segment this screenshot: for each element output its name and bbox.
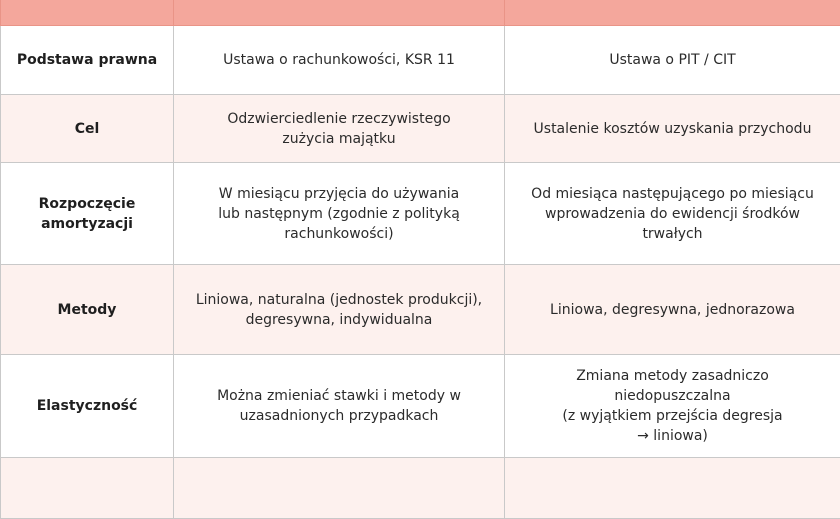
balance-cell (174, 458, 505, 519)
tax-cell: Od miesiąca następującego po miesiącu wprowadzenia do ewidencji środków trwałych (505, 163, 840, 265)
row-label: Metody (1, 265, 174, 355)
table-header-row (1, 0, 840, 26)
balance-cell: Można zmieniać stawki i metody w uzasadnionych przypadkach (174, 355, 505, 458)
header-cell-tax (505, 0, 840, 26)
table-row-start (1, 163, 840, 265)
tax-cell: Ustalenie kosztów uzyskania przychodu (505, 95, 840, 163)
tax-cell: Liniowa, degresywna, jednorazowa (505, 265, 840, 355)
row-label (1, 458, 174, 519)
header-cell-balance (174, 0, 505, 26)
row-label: Cel (1, 95, 174, 163)
balance-cell: Liniowa, naturalna (jednostek produkcji), degresywna, indywidualna (174, 265, 505, 355)
row-label: Elastyczność (1, 355, 174, 458)
table-row-methods (1, 265, 840, 355)
balance-cell: Ustawa o rachunkowości, KSR 11 (174, 26, 505, 95)
tax-cell: Zmiana metody zasadniczo niedopuszczalna (z wyjątkiem przejścia degresja → liniowa) (505, 355, 840, 458)
tax-cell (505, 458, 840, 519)
table-row-legal-basis (1, 26, 840, 95)
header-cell-criterion (1, 0, 174, 26)
balance-cell: Odzwierciedlenie rzeczywistego zużycia majątku (174, 95, 505, 163)
row-label: Podstawa prawna (1, 26, 174, 95)
row-label: Rozpoczęcie amortyzacji (1, 163, 174, 265)
balance-cell: W miesiącu przyjęcia do używania lub następnym (zgodnie z polityką rachunkowości) (174, 163, 505, 265)
tax-cell: Ustawa o PIT / CIT (505, 26, 840, 95)
table-row-next (1, 458, 840, 519)
table-row-flexibility (1, 355, 840, 458)
table-row-goal (1, 95, 840, 163)
